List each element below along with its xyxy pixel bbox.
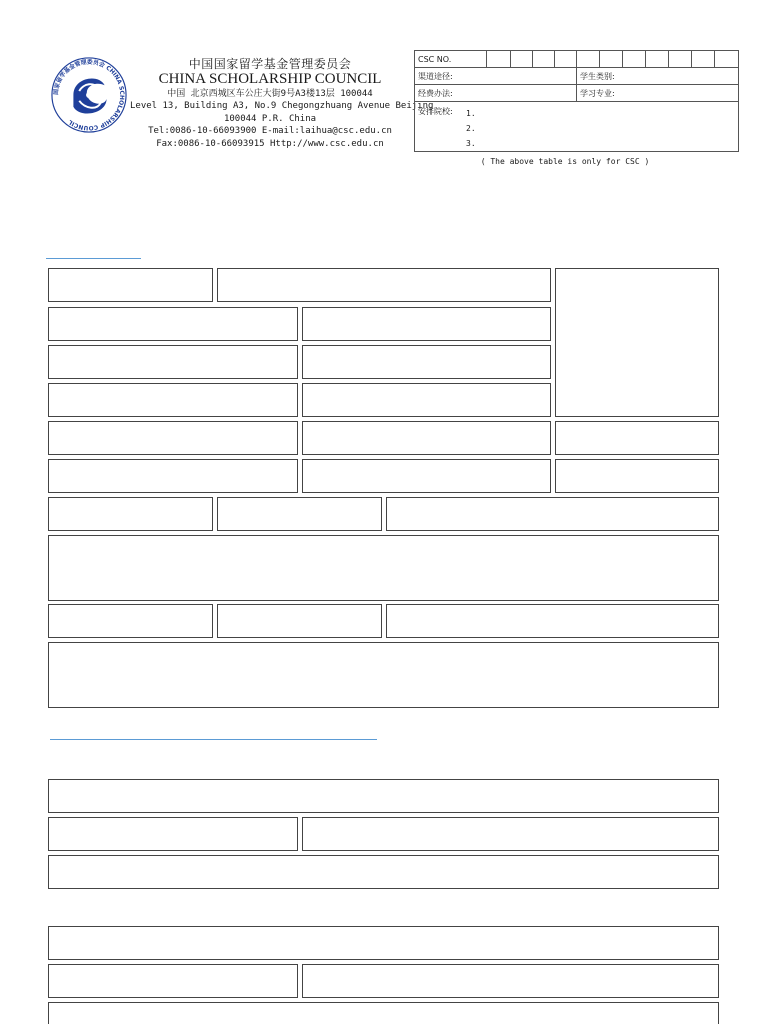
- student-type-label: 学生类别:: [580, 71, 615, 81]
- csc-no-cell[interactable]: [600, 51, 623, 68]
- csc-no-cell[interactable]: [623, 51, 646, 68]
- csc-no-cell[interactable]: [692, 51, 715, 68]
- placement-item-2: 2.: [466, 124, 476, 133]
- channel-cell[interactable]: [415, 68, 577, 85]
- logo-ring-text: 国家留学基金管理委员会 CHINA SCHOLARSHIP COUNCIL: [53, 59, 125, 131]
- form-field-6[interactable]: [302, 345, 551, 379]
- form-field-2[interactable]: [217, 268, 551, 302]
- placement-cell[interactable]: [415, 102, 739, 152]
- address-en-line2: 100044 P.R. China: [223, 113, 317, 124]
- form-field-4[interactable]: [302, 307, 551, 341]
- form-field-5[interactable]: [48, 345, 298, 379]
- form-field-21[interactable]: [48, 779, 719, 813]
- csc-no-cell[interactable]: [577, 51, 600, 68]
- csc-no-cell[interactable]: [715, 51, 739, 68]
- organization-info: [130, 57, 434, 150]
- form-field-9[interactable]: [48, 421, 298, 455]
- address-cn: 中国 北京西城区车公庄大街9号A3楼13层 100044: [167, 88, 373, 99]
- form-field-8[interactable]: [302, 383, 551, 417]
- photo-box[interactable]: [555, 268, 719, 417]
- form-field-15[interactable]: [48, 497, 213, 531]
- form-field-13[interactable]: [302, 459, 551, 493]
- form-field-10[interactable]: [302, 421, 551, 455]
- contact-line1: Tel:0086-10-66093900 E-mail:laihua@csc.edu.cn: [148, 126, 392, 136]
- section-1-rule: [46, 258, 141, 259]
- form-textarea-1[interactable]: [48, 535, 719, 601]
- placement-list: [466, 106, 476, 151]
- form-field-11[interactable]: [555, 421, 719, 455]
- form-field-12[interactable]: [48, 459, 298, 493]
- csc-table-note: ( The above table is only for CSC ): [480, 157, 650, 166]
- form-field-14[interactable]: [555, 459, 719, 493]
- form-field-7[interactable]: [48, 383, 298, 417]
- form-field-19[interactable]: [217, 604, 382, 638]
- funding-cell[interactable]: [415, 85, 577, 102]
- placement-item-1: 1.: [466, 109, 476, 118]
- csc-no-cell[interactable]: [533, 51, 555, 68]
- channel-label: 渠道途径:: [418, 71, 453, 81]
- csc-no-cell[interactable]: [669, 51, 692, 68]
- student-type-cell[interactable]: [577, 68, 739, 85]
- org-name-cn: 中国国家留学基金管理委员会: [188, 57, 352, 71]
- csc-no-cell[interactable]: [511, 51, 533, 68]
- csc-office-table: [414, 50, 739, 152]
- form-field-26[interactable]: [48, 964, 298, 998]
- form-field-24[interactable]: [48, 855, 719, 889]
- placement-label: 安排院校:: [418, 107, 453, 116]
- address-en-line1: Level 13, Building A3, No.9 Chegongzhuang Avenue Beijing: [130, 101, 434, 111]
- form-field-28[interactable]: [48, 1002, 719, 1024]
- form-field-3[interactable]: [48, 307, 298, 341]
- org-name-en: CHINA SCHOLARSHIP COUNCIL: [158, 70, 382, 87]
- funding-label: 经费办法:: [418, 88, 453, 98]
- form-field-20[interactable]: [386, 604, 719, 638]
- csc-seal-logo-icon: [50, 56, 128, 134]
- csc-no-label: CSC NO.: [415, 51, 487, 68]
- form-field-17[interactable]: [386, 497, 719, 531]
- form-textarea-2[interactable]: [48, 642, 719, 708]
- placement-item-3: 3.: [466, 139, 476, 148]
- form-field-27[interactable]: [302, 964, 719, 998]
- form-field-23[interactable]: [302, 817, 719, 851]
- form-field-25[interactable]: [48, 926, 719, 960]
- form-field-16[interactable]: [217, 497, 382, 531]
- study-major-cell[interactable]: [577, 85, 739, 102]
- contact-line2: Fax:0086-10-66093915 Http://www.csc.edu.cn: [156, 138, 384, 149]
- form-field-1[interactable]: [48, 268, 213, 302]
- csc-no-cell[interactable]: [555, 51, 577, 68]
- study-major-label: 学习专业:: [580, 88, 615, 98]
- form-field-22[interactable]: [48, 817, 298, 851]
- form-field-18[interactable]: [48, 604, 213, 638]
- section-2-rule: [50, 739, 377, 740]
- csc-no-cell[interactable]: [646, 51, 669, 68]
- csc-no-cell[interactable]: [487, 51, 511, 68]
